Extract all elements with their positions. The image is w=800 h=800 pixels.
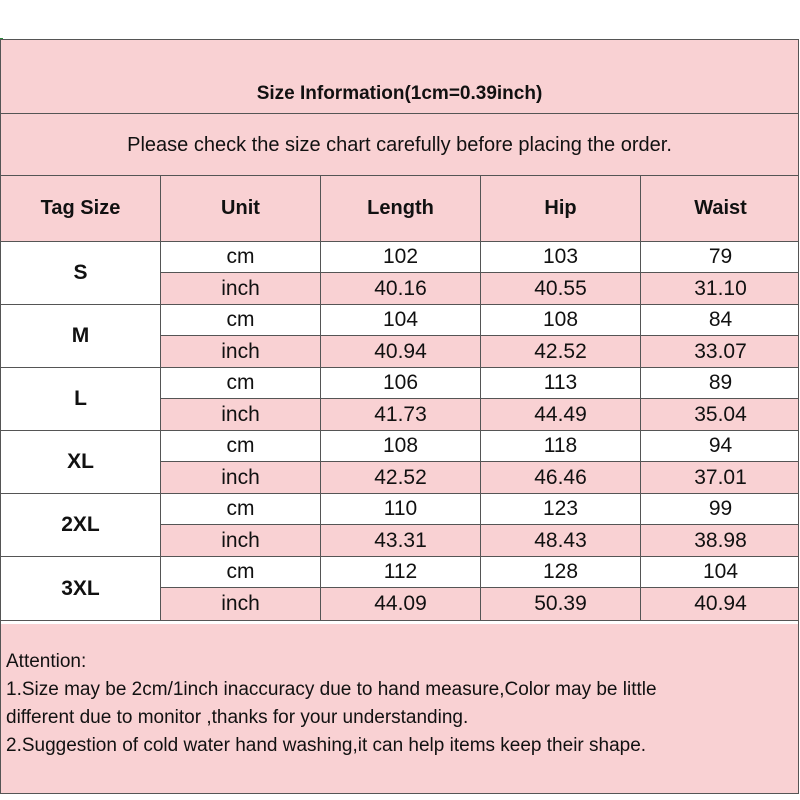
waist-cell: 40.94 [694, 592, 747, 615]
hip-cell: 40.55 [481, 273, 641, 304]
unit-cell: cm [161, 368, 321, 398]
table-row-cm [161, 368, 798, 399]
hip-cell: 108 [481, 305, 641, 335]
hip-cell: 46.46 [481, 462, 641, 493]
waist-cell: 79 [708, 245, 733, 268]
header-waist: Waist [694, 197, 747, 219]
unit-cell: cm [161, 557, 321, 587]
waist-cell: 84 [708, 308, 733, 331]
unit-cell: inch [161, 462, 321, 493]
length-cell: 40.16 [321, 273, 481, 304]
length-cell: 112 [321, 557, 481, 587]
size-group-l [1, 368, 798, 431]
hip-cell: 123 [481, 494, 641, 524]
hip-cell: 48.43 [481, 525, 641, 556]
table-row-cm [161, 305, 798, 336]
size-group-s [1, 242, 798, 305]
unit-cell: inch [161, 525, 321, 556]
tag-size: M [1, 305, 161, 367]
tag-size: S [1, 242, 161, 304]
waist-cell: 35.04 [694, 402, 747, 426]
tag-size: L [1, 368, 161, 430]
size-group-xl [1, 431, 798, 494]
table-row-inch [161, 399, 798, 430]
hip-cell: 44.49 [481, 399, 641, 430]
table-row-inch [161, 462, 798, 493]
size-group-3xl [1, 557, 798, 621]
attention-notes [1, 624, 798, 793]
table-header [1, 176, 798, 242]
attention-line: 1.Size may be 2cm/1inch inaccuracy due to hand measure,Color may be little [6, 679, 657, 700]
size-group-2xl [1, 494, 798, 557]
table-row-cm [161, 431, 798, 462]
waist-cell: 89 [708, 371, 733, 394]
header-tag-size: Tag Size [1, 176, 161, 241]
header-unit: Unit [161, 176, 321, 241]
length-cell: 106 [321, 368, 481, 398]
table-row-cm [161, 494, 798, 525]
header-length: Length [321, 176, 481, 241]
unit-cell: inch [161, 336, 321, 367]
table-row-cm [161, 557, 798, 588]
size-group-m [1, 305, 798, 368]
hip-cell: 113 [481, 368, 641, 398]
hip-cell: 118 [481, 431, 641, 461]
table-row-cm [161, 242, 798, 273]
waist-cell: 37.01 [694, 465, 747, 489]
waist-cell: 99 [708, 497, 733, 520]
table-row-inch [161, 273, 798, 304]
hip-cell: 42.52 [481, 336, 641, 367]
table-row-inch [161, 588, 798, 620]
length-cell: 42.52 [321, 462, 481, 493]
size-chart [0, 39, 799, 794]
attention-line: different due to monitor ,thanks for your understanding. [6, 707, 469, 728]
unit-cell: cm [161, 242, 321, 272]
chart-notice: Please check the size chart carefully before placing the order. [1, 114, 798, 176]
attention-line: 2.Suggestion of cold water hand washing,it can help items keep their shape. [6, 735, 647, 756]
waist-cell: 38.98 [694, 528, 747, 552]
unit-cell: cm [161, 305, 321, 335]
waist-cell: 33.07 [694, 339, 747, 363]
length-cell: 104 [321, 305, 481, 335]
length-cell: 43.31 [321, 525, 481, 556]
table-row-inch [161, 525, 798, 556]
hip-cell: 50.39 [481, 588, 641, 620]
unit-cell: cm [161, 431, 321, 461]
length-cell: 41.73 [321, 399, 481, 430]
waist-cell: 94 [708, 434, 733, 457]
length-cell: 110 [321, 494, 481, 524]
length-cell: 44.09 [321, 588, 481, 620]
length-cell: 40.94 [321, 336, 481, 367]
length-cell: 102 [321, 242, 481, 272]
hip-cell: 103 [481, 242, 641, 272]
unit-cell: inch [161, 399, 321, 430]
table-row-inch [161, 336, 798, 367]
tag-size: XL [1, 431, 161, 493]
tag-size: 2XL [1, 494, 161, 556]
hip-cell: 128 [481, 557, 641, 587]
waist-cell: 31.10 [694, 276, 747, 300]
header-hip: Hip [481, 176, 641, 241]
chart-title: Size Information(1cm=0.39inch) [1, 40, 798, 114]
unit-cell: inch [161, 273, 321, 304]
unit-cell: inch [161, 588, 321, 620]
attention-heading: Attention: [6, 651, 87, 672]
tag-size: 3XL [1, 557, 161, 620]
unit-cell: cm [161, 494, 321, 524]
length-cell: 108 [321, 431, 481, 461]
waist-cell: 104 [702, 560, 739, 583]
